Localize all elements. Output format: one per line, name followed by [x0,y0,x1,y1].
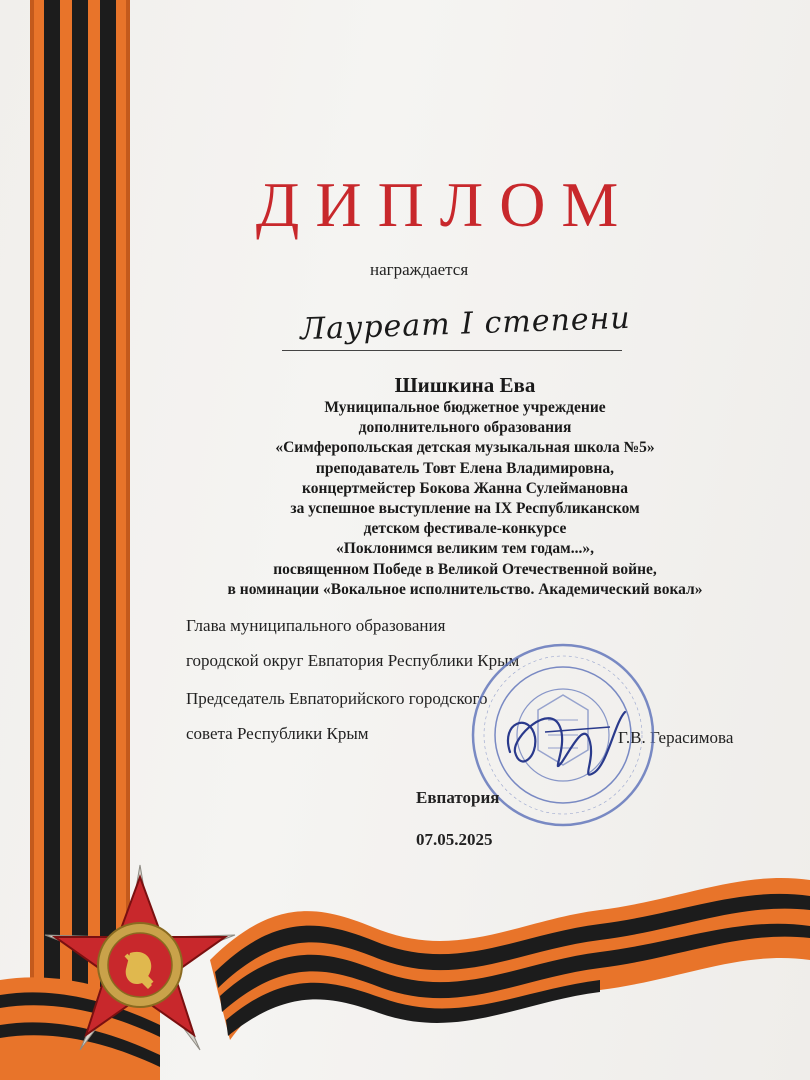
signature-line-3: Председатель Евпаторийского городского [186,689,488,708]
diploma-title: ДИПЛОМ [255,169,635,240]
recipient-name: Шишкина Ева [394,373,536,397]
body-line: преподаватель Товт Елена Владимировна, [315,459,615,477]
signature-line-4: совета Республики Крым [186,724,369,743]
body-line: за успешное выступление на IX Республиканском [290,500,640,518]
diploma-body [120,372,810,600]
body-line: «Поклонимся великим тем годам...», [336,540,594,558]
body-line: в номинации «Вокальное исполнительство. Академический вокал» [227,580,703,598]
body-line: посвященном Победе в Великой Отечественной войне, [273,560,657,578]
signature-line-2: городской округ Евпатория Республики Крым [186,651,520,670]
awarded-label: награждается [370,260,469,279]
issue-date: 07.05.2025 [416,830,493,849]
signature-scribble [490,682,640,792]
signer-name: Г.В. Герасимова [618,728,734,747]
order-star-badge [30,860,250,1070]
body-line: «Симферопольская детская музыкальная школа №5» [275,439,655,457]
handwritten-award: Лауреат I степени [299,300,632,348]
award-underline [282,350,622,351]
body-line: концертмейстер Бокова Жанна Сулеймановна [302,479,628,497]
body-line: детском фестивале-конкурсе [363,520,567,538]
body-line: дополнительного образования [358,419,572,437]
signature-line-1: Глава муниципального образования [186,616,446,635]
city: Евпатория [416,788,500,807]
body-line: Муниципальное бюджетное учреждение [324,399,606,416]
